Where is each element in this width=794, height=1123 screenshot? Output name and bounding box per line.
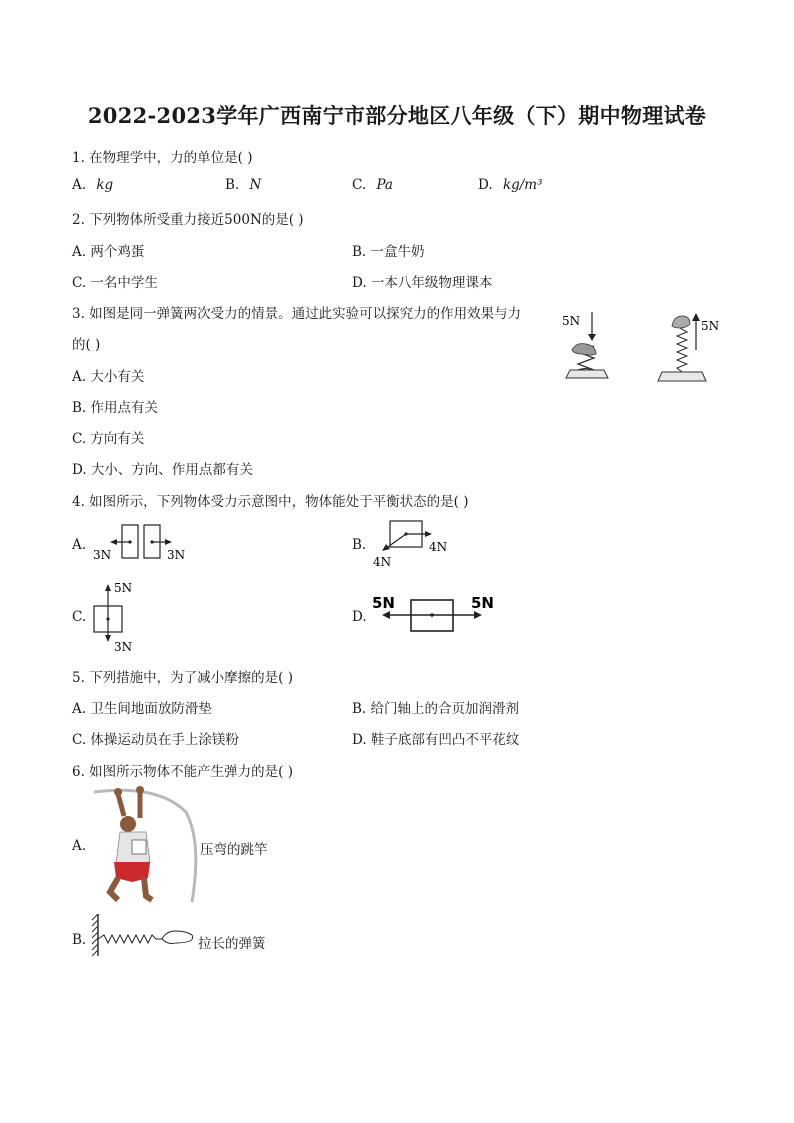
q6-figure-a-pole-vaulter (88, 782, 208, 906)
q4c-label-up: 5N (114, 581, 133, 595)
q3-option-a: A. 大小有关 (72, 369, 145, 385)
q1-option-a (72, 177, 113, 193)
q3-down-arrowhead (588, 334, 596, 341)
q4d-label-right: 5N (471, 594, 494, 612)
q4c-arrowhead-down (105, 635, 111, 642)
q3-hand-right (672, 316, 690, 328)
q5-option-a: A. 卫生间地面放防滑垫 (72, 701, 212, 717)
q1-option-b-label: B. (225, 177, 240, 193)
q1-option-a-value: kg (96, 177, 114, 193)
q6-option-b-label: B. (72, 932, 87, 948)
question-3-stem-line1: 3. 如图是同一弹簧两次受力的情景。通过此实验可以探究力的作用效果与力 (72, 306, 522, 322)
q3-option-d: D. 大小、方向、作用点都有关 (72, 462, 253, 478)
question-4-stem: 4. 如图所示，下列物体受力示意图中，物体能处于平衡状态的是( ) (72, 494, 469, 510)
q4-option-c-label: C. (72, 609, 87, 625)
q4-option-b-label: B. (352, 537, 367, 553)
q3-up-arrowhead (692, 313, 700, 321)
q5-option-c: C. 体操运动员在手上涂镁粉 (72, 732, 239, 748)
q1-option-d-label: D. (478, 177, 493, 193)
q6b-hand (162, 931, 193, 944)
q1-option-b (225, 177, 261, 193)
q2-option-d: D. 一本八年级物理课本 (352, 275, 493, 291)
q6-caption-a: 压弯的跳竿 (200, 842, 268, 858)
q2-option-b: B. 一盒牛奶 (352, 244, 425, 260)
q1-option-a-label: A. (72, 177, 87, 193)
q2-option-a: A. 两个鸡蛋 (72, 244, 145, 260)
q5-option-b: B. 给门轴上的合页加润滑剂 (352, 701, 520, 717)
q4d-arrowhead-left (382, 611, 390, 619)
q3-option-b: B. 作用点有关 (72, 400, 159, 416)
q3-option-c: C. 方向有关 (72, 431, 145, 447)
q6b-stretched-spring (98, 935, 162, 943)
q3-base-right (658, 372, 706, 381)
q4a-arrowhead-right (165, 539, 172, 545)
q6-caption-b: 拉长的弹簧 (198, 936, 266, 952)
q4-option-a-label: A. (72, 537, 87, 553)
question-2-stem: 2. 下列物体所受重力接近500N的是( ) (72, 212, 304, 228)
q2-option-c: C. 一名中学生 (72, 275, 158, 291)
q1-option-c-label: C. (352, 177, 367, 193)
q6a-head (120, 816, 136, 832)
q4d-arrowhead-right (474, 611, 482, 619)
page-title: 2022-2023学年广西南宁市部分地区八年级（下）期中物理试卷 (87, 103, 707, 128)
q1-option-d (478, 177, 543, 193)
q4-figure-a (90, 522, 200, 566)
q3-stretched-spring (677, 328, 687, 372)
q4a-dot-left (128, 540, 131, 543)
q3-label-stretch: 5N (701, 319, 720, 333)
q4c-label-down: 3N (114, 640, 133, 654)
q4a-label-right: 3N (167, 548, 186, 562)
q6a-arms (118, 792, 140, 818)
q3-label-compress: 5N (562, 314, 581, 328)
q4-figure-b (368, 516, 458, 572)
q1-option-b-value: N (249, 177, 262, 193)
q4b-arrowhead-right (425, 531, 432, 537)
q6a-bib (132, 840, 146, 854)
question-3-stem-line2: 的( ) (72, 337, 101, 353)
q4c-arrowhead-up (105, 584, 111, 591)
q1-option-d-value: kg/m³ (502, 177, 543, 193)
q1-option-c-value: Pa (376, 177, 393, 193)
question-1-stem: 1. 在物理学中，力的单位是( ) (72, 150, 253, 166)
q3-spring-figure (556, 306, 726, 388)
q4b-label-down: 4N (373, 555, 392, 569)
q4-option-d-label: D. (352, 609, 367, 625)
q6-option-a-label: A. (72, 838, 87, 854)
q4a-label-left: 3N (93, 548, 112, 562)
q3-hand-left (572, 344, 596, 355)
q4b-arrowhead-down-left (382, 544, 390, 551)
q4a-arrowhead-left (110, 539, 117, 545)
q4a-dot-right (150, 540, 153, 543)
q5-option-d: D. 鞋子底部有凹凸不平花纹 (352, 732, 520, 748)
q4b-label-right: 4N (429, 540, 448, 554)
question-5-stem: 5. 下列措施中，为了减小摩擦的是( ) (72, 670, 293, 686)
q3-base-left (566, 370, 608, 378)
q4-figure-c (88, 580, 148, 656)
q1-option-c (352, 177, 393, 193)
question-6-stem: 6. 如图所示物体不能产生弹力的是( ) (72, 764, 293, 780)
q4d-label-left: 5N (372, 594, 395, 612)
q6b-wall-hatching (92, 914, 98, 956)
q4-figure-d (368, 592, 498, 636)
q6-figure-b-spring (90, 912, 200, 958)
